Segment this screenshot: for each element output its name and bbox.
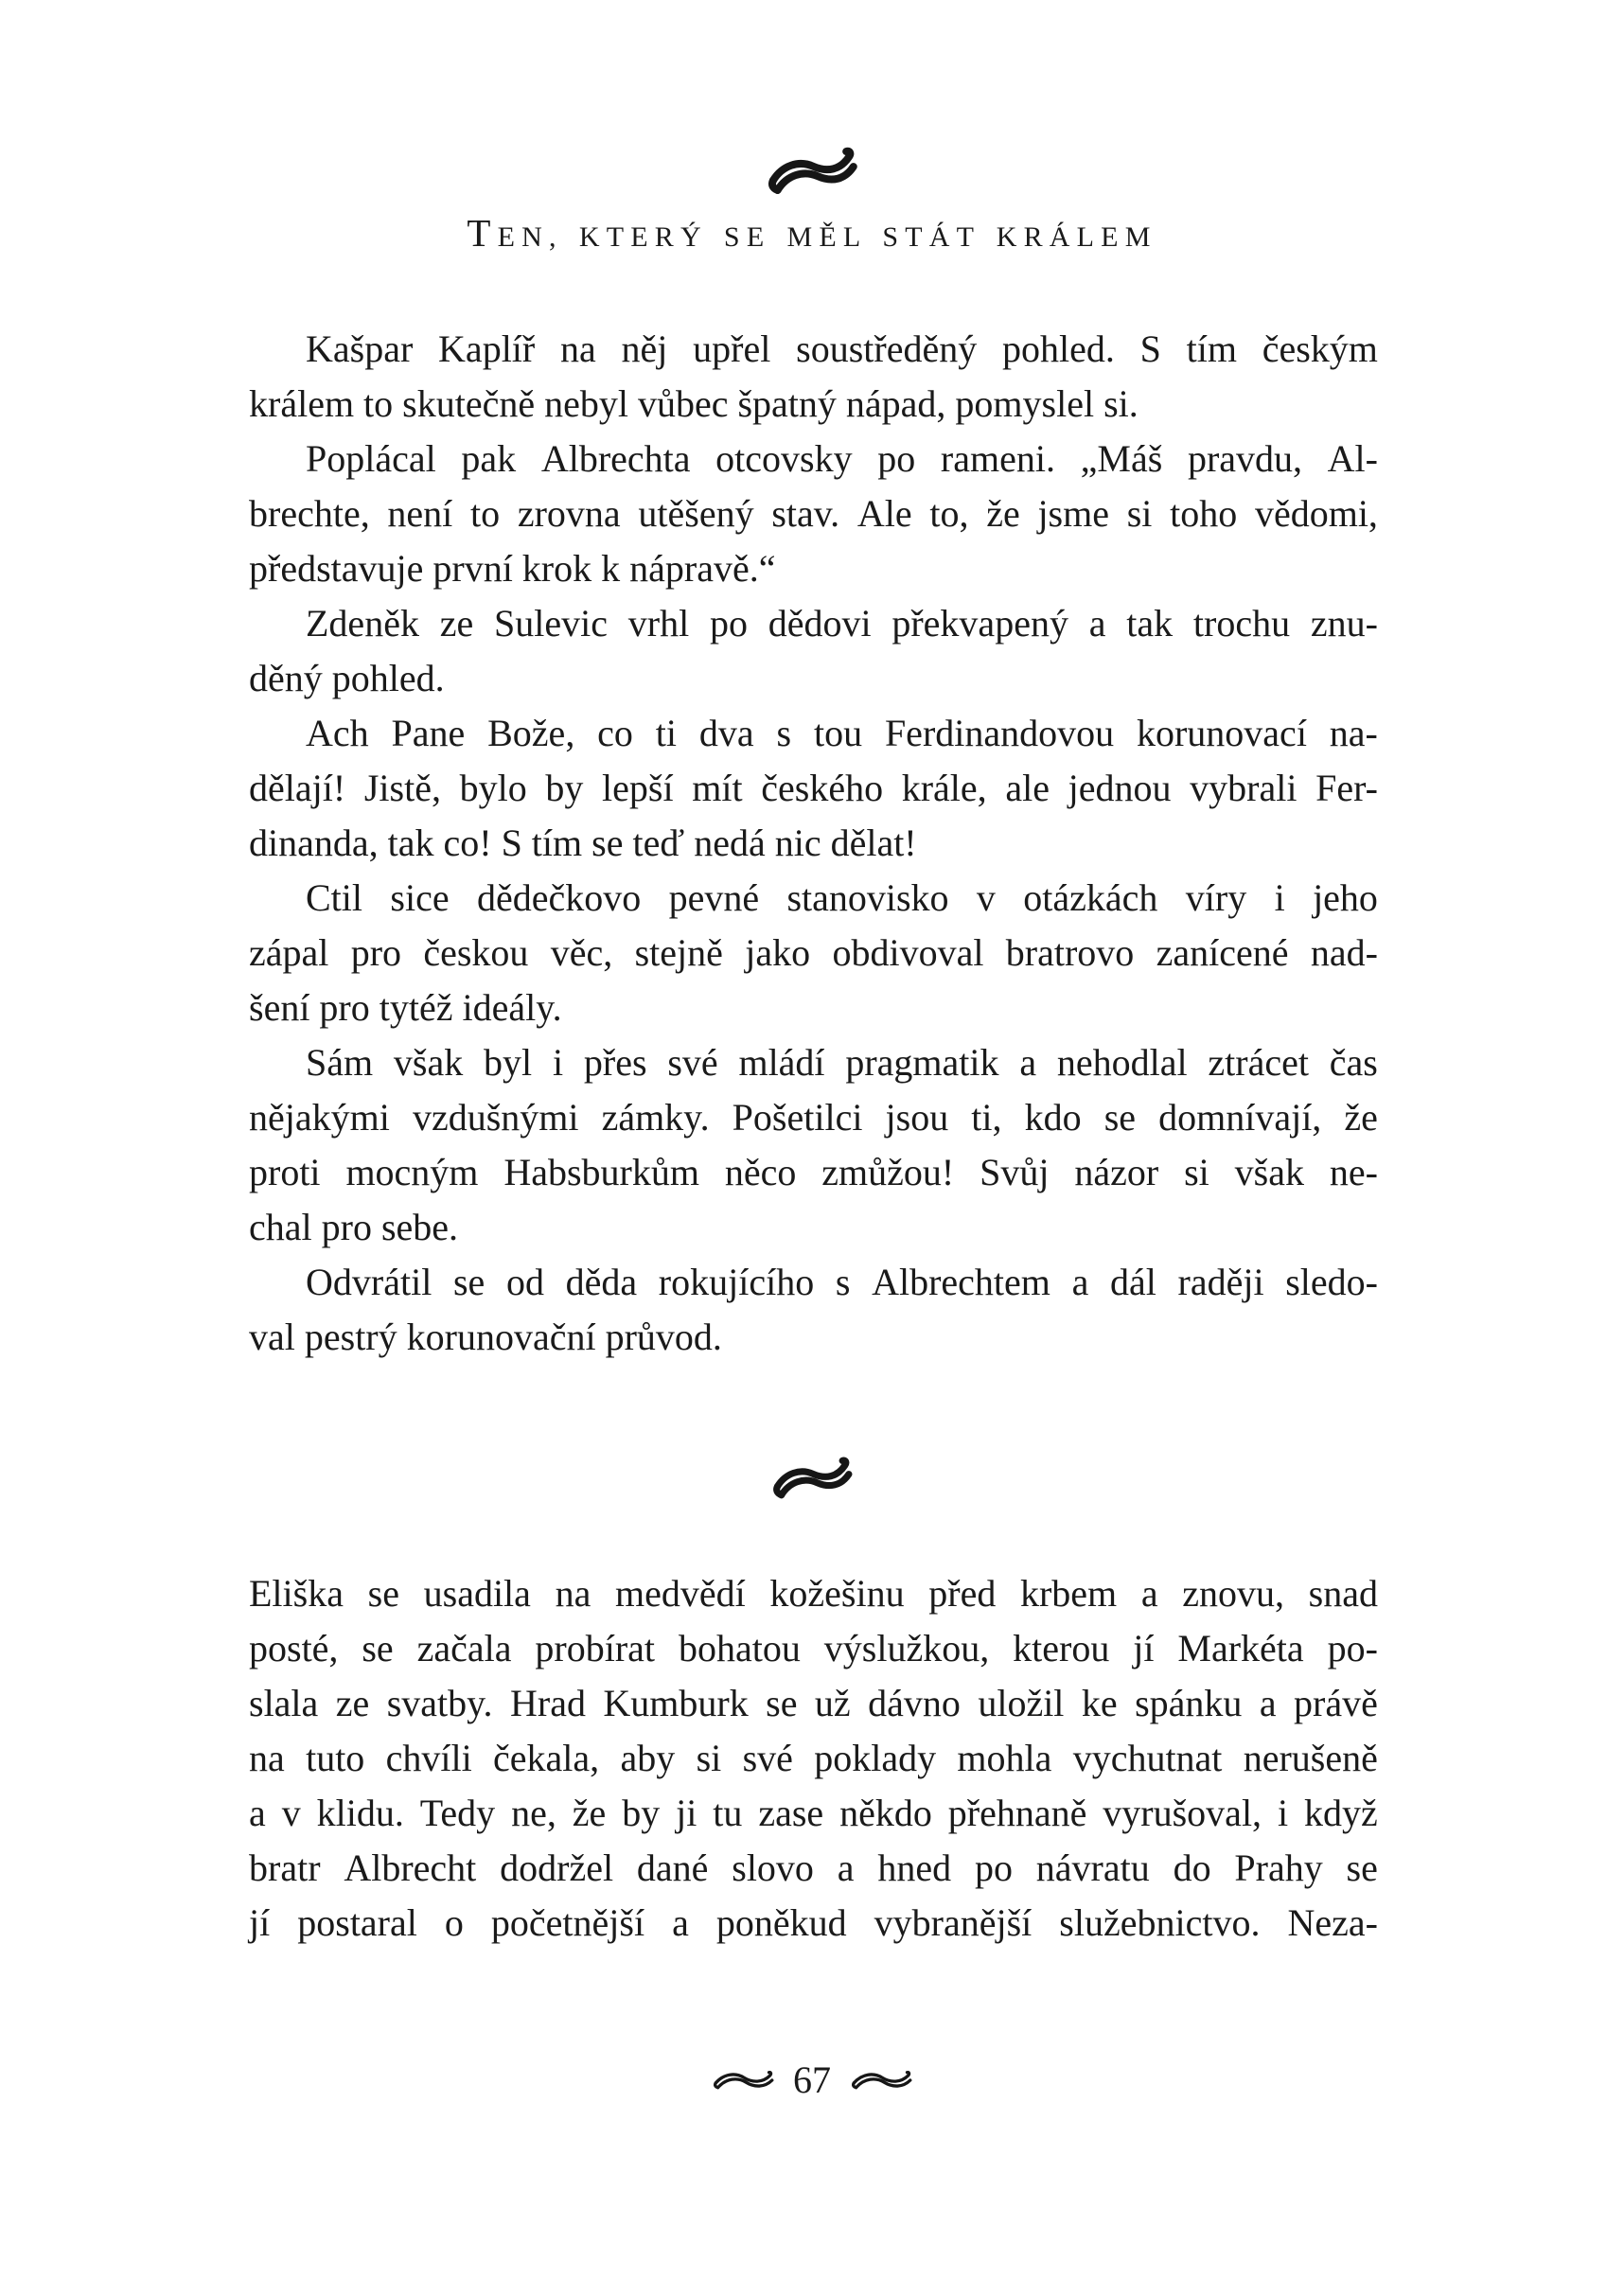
swash-tilde-ornament-icon — [761, 142, 863, 201]
text-line: dělají! Jistě, bylo by lepší mít českého krále, ale jednou vybrali Fer- — [249, 767, 1378, 809]
text-line: šení pro tytéž ideály. — [249, 986, 562, 1029]
chapter-title: TEN, KTERÝ SE MĚL STÁT KRÁLEM — [467, 211, 1157, 255]
text-line: posté, se začala probírat bohatou výslužkou, kterou jí Markéta po- — [249, 1627, 1378, 1670]
text-line: Eliška se usadila na medvědí kožešinu před krbem a znovu, snad — [249, 1572, 1378, 1615]
text-line: Ach Pane Bože, co ti dva s tou Ferdinandovou korunovací na- — [306, 712, 1378, 754]
text-line: jí postaral o početnější a poněkud vybranější služebnictvo. Neza- — [249, 1901, 1378, 1944]
text-line: představuje první krok k nápravě.“ — [249, 547, 776, 590]
chapter-ornament — [0, 142, 1624, 205]
text-line: bratr Albrecht dodržel dané slovo a hned po návratu do Prahy se — [249, 1846, 1378, 1889]
text-line: chal pro sebe. — [249, 1206, 459, 1248]
text-line: slala ze svatby. Hrad Kumburk se už dávno uložil ke spánku a právě — [249, 1682, 1378, 1724]
text-line: Zdeněk ze Sulevic vrhl po dědovi překvapený a tak trochu znu- — [306, 602, 1378, 645]
text-line: a v klidu. Tedy ne, že by ji tu zase někdo přehnaně vyrušoval, i když — [249, 1792, 1378, 1834]
text-line: Sám však byl i přes své mládí pragmatik a nehodlal ztrácet čas — [306, 1041, 1378, 1084]
text-line: dinanda, tak co! S tím se teď nedá nic dělat! — [249, 822, 917, 864]
swash-tilde-ornament-icon — [767, 1452, 857, 1505]
text-line: na tuto chvíli čekala, aby si své poklady mohla vychutnat nerušeně — [249, 1737, 1378, 1779]
footer-left-swash-icon — [712, 2068, 774, 2093]
footer-right-swash-icon — [850, 2068, 912, 2093]
page-number: 67 — [793, 2058, 831, 2101]
text-line: nějakými vzdušnými zámky. Pošetilci jsou ti, kdo se domnívají, že — [249, 1096, 1378, 1139]
text-line: Kašpar Kaplíř na něj upřel soustředěný pohled. S tím českým — [306, 327, 1378, 370]
body-section-1 — [249, 322, 1378, 1365]
text-line: proti mocným Habsburkům něco zmůžou! Svůj názor si však ne- — [249, 1151, 1378, 1193]
text-line: brechte, není to zrovna utěšený stav. Ale to, že jsme si toho vědomi, — [249, 492, 1378, 535]
text-line: králem to skutečně nebyl vůbec špatný nápad, pomyslel si. — [249, 382, 1139, 425]
text-line: Odvrátil se od děda rokujícího s Albrechtem a dál raději sledo- — [306, 1261, 1378, 1303]
text-line: Ctil sice dědečkovo pevné stanovisko v otázkách víry i jeho — [306, 876, 1378, 919]
page-footer — [0, 2052, 1624, 2109]
text-line: Poplácal pak Albrechta otcovsky po rameni. „Máš pravdu, Al- — [306, 437, 1378, 480]
text-line: val pestrý korunovační průvod. — [249, 1316, 722, 1358]
text-line: děný pohled. — [249, 657, 445, 699]
text-line: zápal pro českou věc, stejně jako obdivoval bratrovo zanícené nad- — [249, 931, 1378, 974]
scene-break-ornament — [0, 1452, 1624, 1510]
body-section-2 — [249, 1566, 1378, 1951]
